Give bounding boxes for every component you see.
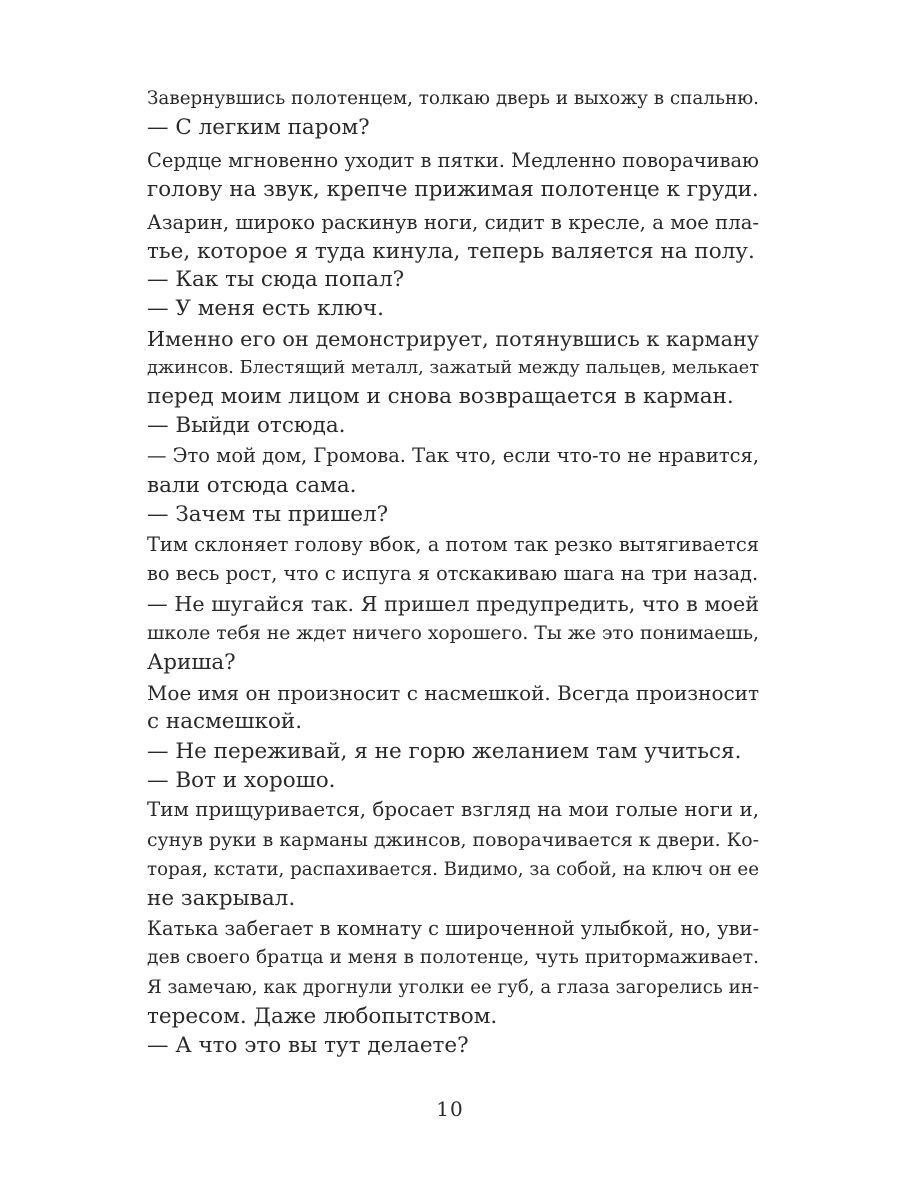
text-line: Я замечаю, как дрогнули уголки ее губ, а глаза загорелись ин- xyxy=(147,977,759,998)
text-line: джинсов. Блестящий металл, зажатый между пальцев, мелькает xyxy=(147,358,759,378)
text-line: — А что это вы тут делаете? xyxy=(147,1033,469,1058)
text-line: Азарин, широко раскинув ноги, сидит в кресле, а мое пла- xyxy=(147,211,759,234)
text-line: Мое имя он произносит с насмешкой. Всегда произносит xyxy=(147,681,759,705)
text-line: во весь рост, что с испуга я отскакиваю шага на три назад. xyxy=(147,562,759,585)
text-line: Ариша? xyxy=(147,650,236,675)
text-line: сунув руки в карманы джинсов, поворачивается к двери. Ко- xyxy=(147,829,759,851)
text-line: с насмешкой. xyxy=(147,709,303,734)
text-line: Тим прищуривается, бросает взгляд на мои голые ноги и, xyxy=(147,798,759,821)
text-line: Катька забегает в комнату с широченной улыбкой, но, уви- xyxy=(147,917,759,940)
text-line: — Выйди отсюда. xyxy=(147,413,346,438)
text-line: тересом. Даже любопытством. xyxy=(147,1004,498,1029)
text-line: Тим склоняет голову вбок, а потом так резко вытягивается xyxy=(147,533,759,556)
text-line: голову на звук, крепче прижимая полотенце к груди. xyxy=(147,177,759,202)
page-number: 10 xyxy=(436,1097,464,1121)
text-line: — Это мой дом, Громова. Так что, если что-то не нравится, xyxy=(147,444,759,467)
text-line: — С легким паром? xyxy=(147,115,370,140)
text-line: тье, которое я туда кинула, теперь валяется на полу. xyxy=(147,239,755,264)
text-line: перед моим лицом и снова возвращается в карман. xyxy=(147,384,734,409)
text-line: дев своего братца и меня в полотенце, чуть притормаживает. xyxy=(147,947,759,968)
text-line: Завернувшись полотенцем, толкаю дверь и выхожу в спальню. xyxy=(147,88,760,109)
text-line: — Вот и хорошо. xyxy=(147,768,336,793)
text-line: школе тебя не ждет ничего хорошего. Ты же это понимаешь, xyxy=(147,623,759,644)
text-line: торая, кстати, распахивается. Видимо, за собой, на ключ он ее xyxy=(147,859,759,880)
text-line: — Как ты сюда попал? xyxy=(147,267,405,292)
text-line: — Не шугайся так. Я пришел предупредить, что в моей xyxy=(147,592,759,616)
text-line: Именно его он демонстрирует, потянувшись к карману xyxy=(147,327,759,351)
text-line: — У меня есть ключ. xyxy=(147,296,384,321)
text-line: не закрывал. xyxy=(147,886,296,911)
text-line: вали отсюда сама. xyxy=(147,473,357,498)
text-line: Сердце мгновенно уходит в пятки. Медленно поворачиваю xyxy=(147,149,759,172)
text-line: — Зачем ты пришел? xyxy=(147,502,389,527)
text-line: — Не переживай, я не горю желанием там учиться. xyxy=(147,739,742,764)
